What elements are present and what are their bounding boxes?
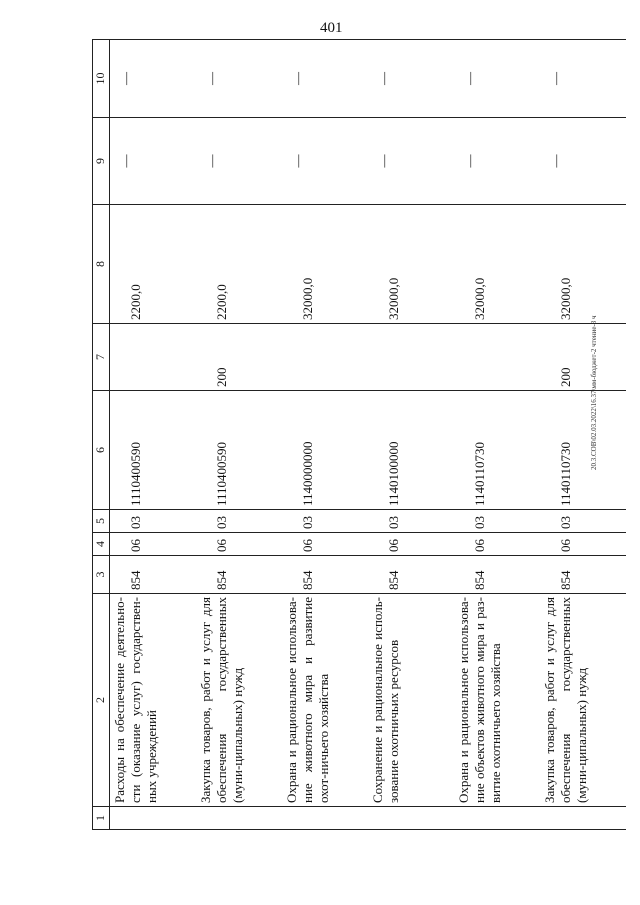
col-header: 10 [93,40,110,118]
row-subsection: 03 [454,510,540,533]
row-section: 06 [196,533,282,556]
row-col10: — [282,40,368,118]
row-name: Сохранение и рациональное исполь-зование охотничьих ресурсов [368,594,454,807]
row-subsection: 03 [196,510,282,533]
table-row [282,40,368,830]
row-col9: — [454,118,540,205]
page-number: 401 [320,20,343,36]
row-code: 854 [368,556,454,594]
row-section: 06 [454,533,540,556]
row-code: 854 [282,556,368,594]
col-header: 8 [93,205,110,324]
table-row [454,40,540,830]
row-cell-number [540,807,626,830]
row-target-article: 1110400590 [196,391,282,510]
table-row [368,40,454,830]
row-expense-type [282,324,368,391]
row-cell-number [110,807,197,830]
row-sum: 32000,0 [454,205,540,324]
row-col10: — [454,40,540,118]
row-expense-type [454,324,540,391]
row-subsection: 03 [368,510,454,533]
col-header: 1 [93,807,110,830]
row-sum: 2200,0 [110,205,197,324]
col-header: 4 [93,533,110,556]
row-cell-number [196,807,282,830]
row-subsection: 03 [540,510,626,533]
budget-table [92,39,626,830]
row-col10: — [110,40,197,118]
row-sum: 32000,0 [282,205,368,324]
row-cell-number [368,807,454,830]
row-code: 854 [540,556,626,594]
row-section: 06 [540,533,626,556]
row-target-article: 1140100000 [368,391,454,510]
row-target-article: 1110400590 [110,391,197,510]
row-expense-type: 200 [196,324,282,391]
row-cell-number [282,807,368,830]
row-name: Закупка товаров, работ и услуг для обеспечения государственных (муни-ципальных) нужд [196,594,282,807]
row-section: 06 [110,533,197,556]
row-code: 854 [454,556,540,594]
row-name: Расходы на обеспечение деятельно-сти (оказание услуг) государствен-ных учреждений [110,594,197,807]
row-cell-number [454,807,540,830]
col-header: 9 [93,118,110,205]
row-name: Охрана и рациональное использова-ние животного мира и развитие охот-ничьего хозяйства [282,594,368,807]
row-col9: — [540,118,626,205]
row-expense-type: 200 [540,324,626,391]
row-sum: 32000,0 [368,205,454,324]
row-sum: 2200,0 [196,205,282,324]
table-row [540,40,626,830]
col-header: 6 [93,391,110,510]
col-header: 3 [93,556,110,594]
row-col9: — [368,118,454,205]
budget-table-rotated [92,50,589,830]
row-section: 06 [282,533,368,556]
row-sum: 32000,0 [540,205,626,324]
col-header: 5 [93,510,110,533]
row-col10: — [196,40,282,118]
row-col10: — [540,40,626,118]
row-expense-type [368,324,454,391]
row-target-article: 1140000000 [282,391,368,510]
row-col9: — [196,118,282,205]
table-row [110,40,197,830]
row-col9: — [282,118,368,205]
row-col9: — [110,118,197,205]
row-subsection: 03 [282,510,368,533]
col-header: 7 [93,324,110,391]
row-expense-type [110,324,197,391]
header-row [93,40,110,830]
row-col10: — [368,40,454,118]
row-code: 854 [196,556,282,594]
col-header: 2 [93,594,110,807]
row-target-article: 1140110730 [454,391,540,510]
row-name: Закупка товаров, работ и услуг для обеспечения государственных (муни-ципальных) нужд [540,594,626,807]
row-section: 06 [368,533,454,556]
document-code: 20.3.СОВ\02.03.2022\16.37\мм-бюджет-2 чтение-3 ч [590,315,598,470]
row-subsection: 03 [110,510,197,533]
table-row [196,40,282,830]
row-name: Охрана и рациональное использова-ние объектов животного мира и раз-витие охотничьего хозяйства [454,594,540,807]
row-code: 854 [110,556,197,594]
row-target-article: 1140110730 [540,391,626,510]
